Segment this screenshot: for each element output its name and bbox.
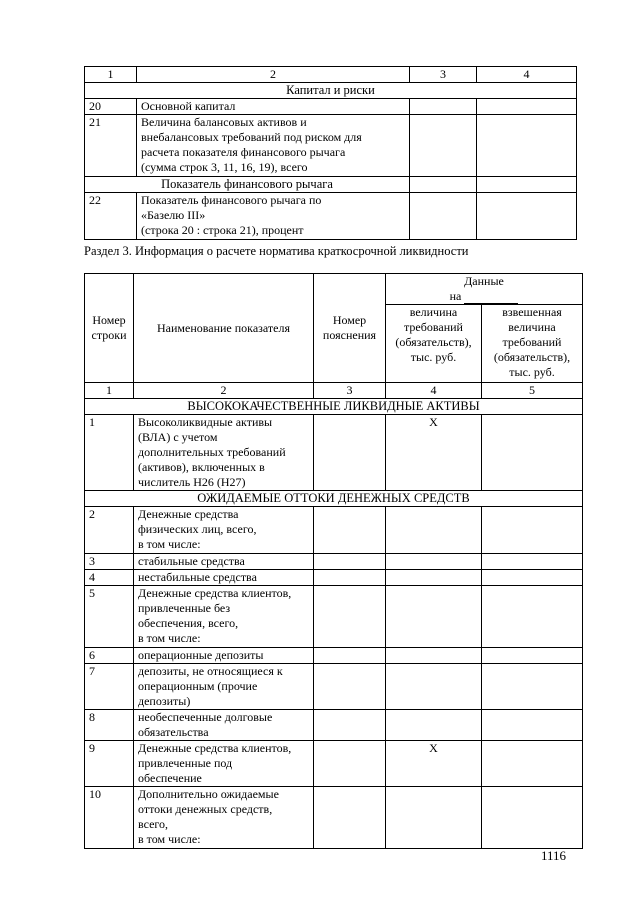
data-cell — [314, 554, 386, 570]
data-cell — [386, 507, 482, 554]
section-title: Раздел 3. Информация о расчете норматива краткосрочной ликвидности — [84, 244, 469, 258]
data-cell — [386, 586, 482, 648]
data-cell — [386, 710, 482, 741]
row-number: 10 — [85, 787, 134, 849]
data-cell — [477, 177, 577, 193]
col-number: 1 — [85, 67, 137, 83]
section-header: ОЖИДАЕМЫЕ ОТТОКИ ДЕНЕЖНЫХ СРЕДСТВ — [85, 491, 583, 507]
data-cell — [314, 664, 386, 710]
header-note: Номер пояснения — [314, 274, 386, 383]
indicator-name: Денежные средства клиентов, привлеченные без обеспечения, всего, в том числе: — [134, 586, 314, 648]
col-number: 4 — [386, 383, 482, 399]
data-cell: X — [386, 741, 482, 787]
col-number: 2 — [134, 383, 314, 399]
data-cell — [386, 787, 482, 849]
leverage-table — [84, 66, 577, 240]
data-cell — [482, 507, 583, 554]
data-cell — [314, 710, 386, 741]
data-cell — [410, 177, 477, 193]
page-number: 1116 — [541, 848, 567, 863]
header-data — [386, 274, 583, 305]
row-number: 21 — [85, 115, 137, 177]
col-number: 4 — [477, 67, 577, 83]
col-number: 5 — [482, 383, 583, 399]
data-cell — [482, 648, 583, 664]
col-number: 3 — [314, 383, 386, 399]
col-number: 1 — [85, 383, 134, 399]
section-header: ВЫСОКОКАЧЕСТВЕННЫЕ ЛИКВИДНЫЕ АКТИВЫ — [85, 399, 583, 415]
data-cell — [482, 664, 583, 710]
indicator-name: операционные депозиты — [134, 648, 314, 664]
section-header: Показатель финансового рычага — [85, 177, 410, 193]
indicator-name: нестабильные средства — [134, 570, 314, 586]
header-row-number: Номер строки — [85, 274, 134, 383]
data-cell — [386, 554, 482, 570]
indicator-name: Величина балансовых активов и внебалансовых требований под риском для расчета показателя финансового рычага (сумма строк 3, 11, 16, 19), всего — [137, 115, 410, 177]
data-cell — [314, 586, 386, 648]
row-number: 2 — [85, 507, 134, 554]
data-cell — [386, 648, 482, 664]
data-cell — [482, 554, 583, 570]
row-number: 6 — [85, 648, 134, 664]
header-data-title: Данные — [464, 274, 504, 288]
row-number: 22 — [85, 193, 137, 240]
data-cell — [482, 570, 583, 586]
header-indicator: Наименование показателя — [134, 274, 314, 383]
row-number: 1 — [85, 415, 134, 491]
data-cell — [386, 664, 482, 710]
liquidity-table — [84, 273, 583, 849]
data-cell — [482, 741, 583, 787]
data-cell — [482, 787, 583, 849]
indicator-name: депозиты, не относящиеся к операционным (прочие депозиты) — [134, 664, 314, 710]
indicator-name: необеспеченные долговые обязательства — [134, 710, 314, 741]
data-cell — [314, 415, 386, 491]
data-cell — [314, 787, 386, 849]
data-cell — [410, 99, 477, 115]
indicator-name: Денежные средства клиентов, привлеченные под обеспечение — [134, 741, 314, 787]
row-number: 7 — [85, 664, 134, 710]
data-cell — [314, 741, 386, 787]
row-number: 5 — [85, 586, 134, 648]
row-number: 20 — [85, 99, 137, 115]
indicator-name: Основной капитал — [137, 99, 410, 115]
data-cell — [482, 415, 583, 491]
data-cell — [477, 115, 577, 177]
row-number: 9 — [85, 741, 134, 787]
indicator-name: Дополнительно ожидаемые оттоки денежных средств, всего, в том числе: — [134, 787, 314, 849]
row-number: 8 — [85, 710, 134, 741]
col-number: 2 — [137, 67, 410, 83]
indicator-name: Высоколиквидные активы (ВЛА) с учетом дополнительных требований (активов), включенных в числитель Н26 (Н27) — [134, 415, 314, 491]
data-cell — [314, 570, 386, 586]
data-cell: X — [386, 415, 482, 491]
section-header: Капитал и риски — [85, 83, 577, 99]
indicator-name: Показатель финансового рычага по «Базелю III» (строка 20 : строка 21), процент — [137, 193, 410, 240]
data-cell — [482, 586, 583, 648]
data-cell — [314, 648, 386, 664]
data-cell — [314, 507, 386, 554]
data-cell — [482, 710, 583, 741]
data-cell — [410, 193, 477, 240]
row-number: 4 — [85, 570, 134, 586]
indicator-name: Денежные средства физических лиц, всего, в том числе: — [134, 507, 314, 554]
indicator-name: стабильные средства — [134, 554, 314, 570]
data-cell — [477, 193, 577, 240]
data-cell — [477, 99, 577, 115]
date-blank — [464, 291, 518, 304]
data-cell — [386, 570, 482, 586]
col-number: 3 — [410, 67, 477, 83]
row-number: 3 — [85, 554, 134, 570]
data-cell — [410, 115, 477, 177]
header-weighted: взвешенная величина требований (обязательств), тыс. руб. — [482, 305, 583, 383]
header-value: величина требований (обязательств), тыс. руб. — [386, 305, 482, 383]
header-data-date: на — [390, 289, 578, 304]
